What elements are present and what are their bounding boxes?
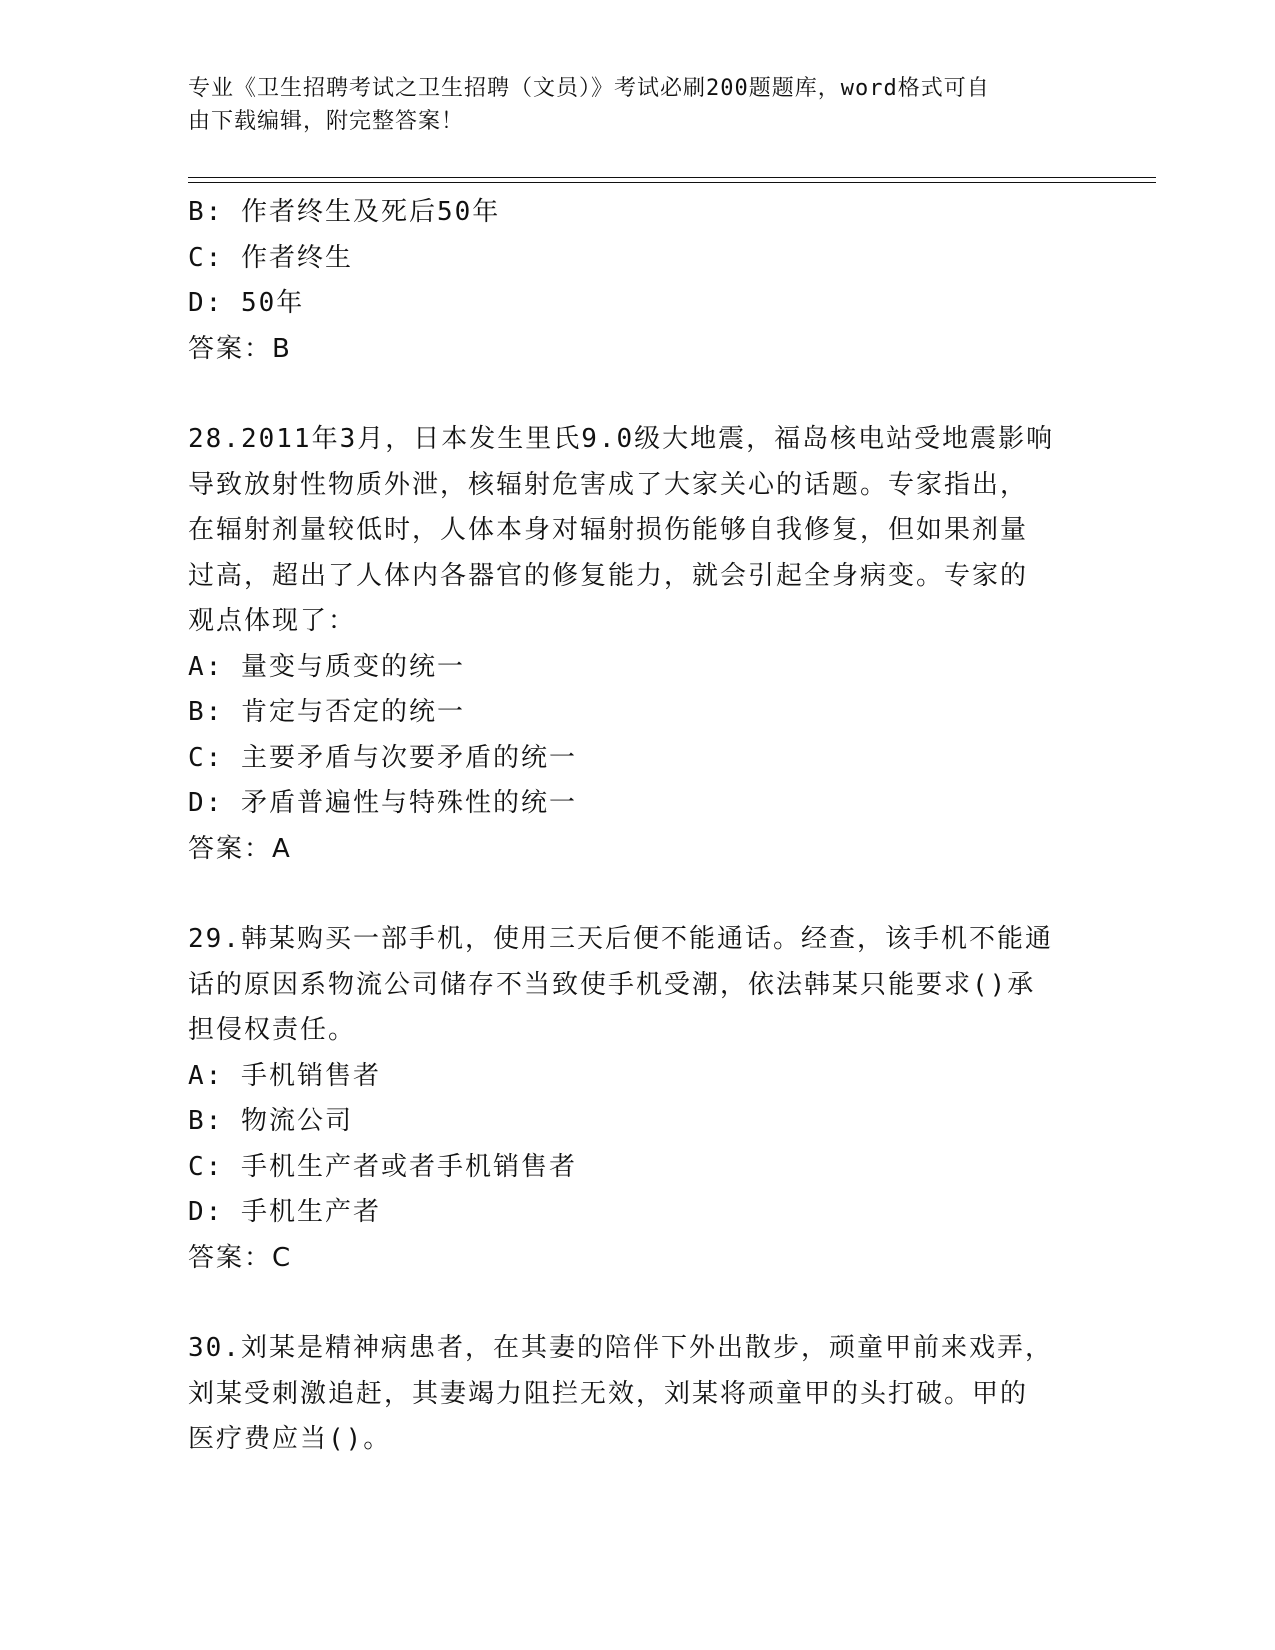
- document-header: [188, 72, 1088, 138]
- q30-stem-line: 30.刘某是精神病患者，在其妻的陪伴下外出散步，顽童甲前来戏弄，: [188, 1333, 1053, 1363]
- q29-answer: 答案：C: [188, 1242, 293, 1273]
- spacer: [188, 1281, 1088, 1326]
- q28-stem-line: 28.2011年3月，日本发生里氏9.0级大地震，福岛核电站受地震影响: [188, 424, 1055, 454]
- q29-option-a: A: 手机销售者: [188, 1060, 381, 1091]
- header-line-1: 专业《卫生招聘考试之卫生招聘（文员）》考试必刷200题题库，word格式可自: [188, 76, 990, 101]
- q28-stem-line: 在辐射剂量较低时，人体本身对辐射损伤能够自我修复，但如果剂量: [188, 515, 1029, 545]
- q28-option-c: C: 主要矛盾与次要矛盾的统一: [188, 742, 577, 773]
- q29-option-d: D: 手机生产者: [188, 1197, 381, 1227]
- q29-stem-line: 担侵权责任。: [188, 1015, 357, 1045]
- q30-stem-line: 刘某受刺激追赶，其妻竭力阻拦无效，刘某将顽童甲的头打破。甲的: [188, 1378, 1029, 1409]
- q28-option-a: A: 量变与质变的统一: [188, 651, 465, 682]
- q28-stem-line: 过高，超出了人体内各器官的修复能力，就会引起全身病变。专家的: [188, 560, 1029, 591]
- q28-option-b: B: 肯定与否定的统一: [188, 697, 465, 727]
- q28-stem-line: 观点体现了：: [188, 606, 357, 636]
- q28-answer: 答案：A: [188, 833, 292, 864]
- q28-stem-line: 导致放射性物质外泄，核辐射危害成了大家关心的话题。专家指出，: [188, 469, 1029, 500]
- header-rule-top: [188, 177, 1156, 178]
- header-line-2: 由下载编辑，附完整答案！: [188, 109, 465, 134]
- q30-stem-line: 医疗费应当()。: [188, 1424, 392, 1454]
- q29-stem-line: 话的原因系物流公司储存不当致使手机受潮，依法韩某只能要求()承: [188, 969, 1036, 1000]
- q29-option-c: C: 手机生产者或者手机销售者: [188, 1151, 577, 1182]
- q29-stem-line: 29.韩某购买一部手机，使用三天后便不能通话。经查，该手机不能通: [188, 924, 1053, 954]
- document-body: [188, 190, 1088, 1463]
- header-rule-bottom: [188, 182, 1156, 183]
- q27-answer: 答案：B: [188, 333, 292, 364]
- q27-option-b: B: 作者终生及死后50年: [188, 197, 501, 227]
- spacer: [188, 372, 1088, 417]
- q29-option-b: B: 物流公司: [188, 1106, 353, 1136]
- q28-option-d: D: 矛盾普遍性与特殊性的统一: [188, 788, 577, 818]
- spacer: [188, 872, 1088, 917]
- q27-option-c: C: 作者终生: [188, 242, 353, 273]
- q27-option-d: D: 50年: [188, 288, 305, 318]
